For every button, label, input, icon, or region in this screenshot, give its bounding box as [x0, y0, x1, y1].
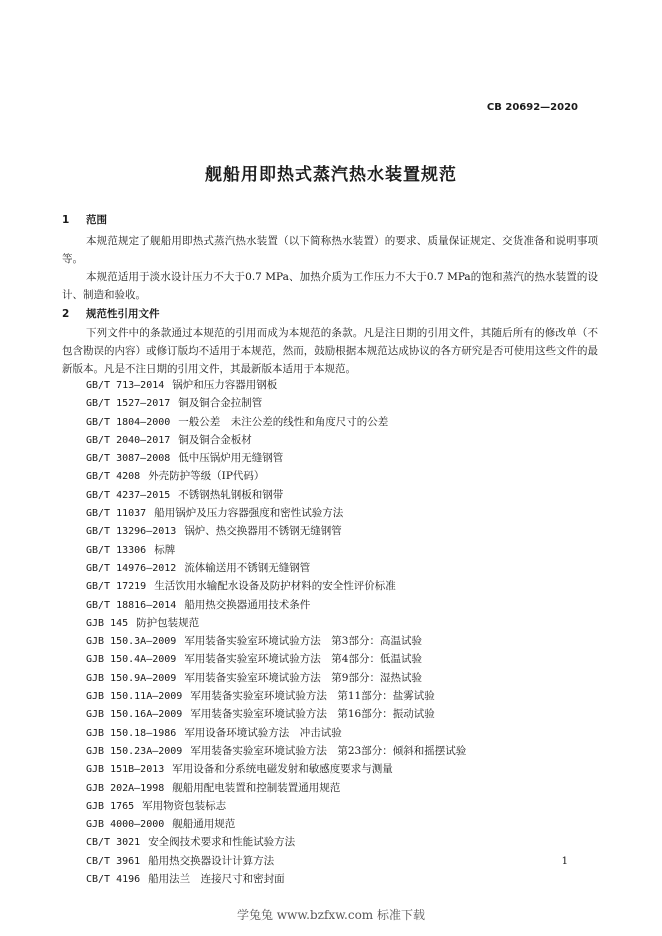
reference-title: 船用热交换器设计计算方法 [148, 854, 275, 867]
reference-code: CB/T 3961 [86, 855, 141, 867]
reference-code: GB/T 17219 [86, 581, 147, 593]
reference-title: 流体输送用不锈钢无缝钢管 [184, 561, 311, 574]
scope-paragraph-1: 本规范规定了舰船用即热式蒸汽热水装置（以下简称热水装置）的要求、质量保证规定、交货准备和说明事项等。 [62, 235, 598, 265]
reference-code: GJB 202A—1998 [86, 782, 165, 794]
reference-item [86, 522, 466, 540]
reference-code: GB/T 13296—2013 [86, 526, 177, 538]
footer-watermark: 学兔兔 www.bzfxw.com 标准下载 [236, 908, 426, 922]
reference-title: 船用法兰 连接尺寸和密封面 [148, 873, 285, 886]
reference-item [86, 577, 466, 595]
reference-item [86, 724, 466, 742]
reference-item [86, 413, 466, 431]
reference-title: 锅炉和压力容器用钢板 [172, 379, 278, 391]
reference-title: 军用装备实验室环境试验方法 第4部分：低温试验 [184, 653, 422, 666]
reference-title: 铜及铜合金拉制管 [178, 397, 263, 410]
reference-title: 低中压锅炉用无缝钢管 [178, 452, 284, 465]
reference-code: GB/T 4208 [86, 471, 141, 483]
reference-code: GB/T 2040—2017 [86, 434, 171, 446]
reference-item [86, 779, 466, 797]
reference-code: GJB 1765 [86, 800, 135, 812]
reference-title: 舰船通用规范 [172, 818, 236, 831]
reference-code: GB/T 4237—2015 [86, 489, 171, 501]
reference-item [86, 760, 466, 778]
reference-list [86, 376, 466, 888]
reference-item [86, 467, 466, 485]
reference-title: 锅炉、热交换器用不锈钢无缝钢管 [184, 525, 342, 538]
reference-title: 军用设备环境试验方法 冲击试验 [184, 726, 342, 739]
reference-title: 外壳防护等级（IP代码） [148, 470, 265, 483]
reference-title: 军用装备实验室环境试验方法 第16部分：振动试验 [190, 708, 435, 721]
reference-item [86, 632, 466, 650]
reference-item [86, 614, 466, 632]
reference-item [86, 833, 466, 851]
reference-item [86, 559, 466, 577]
reference-title: 防护包装规范 [136, 616, 200, 629]
reference-item [86, 650, 466, 668]
reference-code: GJB 150.3A—2009 [86, 636, 177, 648]
reference-title: 铜及铜合金板材 [178, 433, 252, 446]
document-title: 舰船用即热式蒸汽热水装置规范 [205, 165, 457, 185]
reference-item [86, 742, 466, 760]
reference-code: GB/T 11037 [86, 508, 147, 520]
reference-item [86, 486, 466, 504]
reference-code: GJB 145 [86, 617, 129, 629]
reference-code: GJB 150.11A—2009 [86, 691, 183, 703]
reference-item [86, 449, 466, 467]
reference-item [86, 870, 466, 888]
reference-code: GB/T 13306 [86, 544, 147, 556]
reference-code: GJB 150.4A—2009 [86, 654, 177, 666]
reference-code: GB/T 713—2014 [86, 380, 165, 391]
reference-code: GJB 151B—2013 [86, 764, 165, 776]
section-number: 2 [62, 308, 70, 320]
section-title: 规范性引用文件 [86, 308, 160, 320]
reference-title: 军用装备实验室环境试验方法 第23部分：倾斜和摇摆试验 [190, 744, 467, 757]
reference-title: 标牌 [154, 543, 176, 556]
reference-item [86, 431, 466, 449]
reference-title: 安全阀技术要求和性能试验方法 [148, 836, 296, 849]
standard-code: CB 20692—2020 [486, 102, 578, 113]
reference-item [86, 705, 466, 723]
reference-title: 生活饮用水输配水设备及防护材料的安全性评价标准 [154, 580, 396, 593]
reference-code: GJB 4000—2000 [86, 819, 165, 831]
page-number: 1 [561, 856, 568, 867]
reference-title: 军用装备实验室环境试验方法 第3部分：高温试验 [184, 635, 422, 648]
reference-item [86, 376, 466, 394]
reference-title: 不锈钢热轧钢板和钢带 [178, 488, 284, 501]
reference-title: 军用装备实验室环境试验方法 第9部分：湿热试验 [184, 671, 422, 684]
section-number: 1 [62, 214, 70, 226]
reference-item [86, 394, 466, 412]
reference-code: GB/T 3087—2008 [86, 453, 171, 465]
reference-code: GJB 150.9A—2009 [86, 672, 177, 684]
reference-item [86, 852, 466, 870]
section-heading-scope [62, 212, 107, 227]
section-heading-normative-references [62, 306, 160, 321]
reference-title: 船用锅炉及压力容器强度和密性试验方法 [154, 507, 344, 520]
reference-item [86, 541, 466, 559]
reference-code: GJB 150.23A—2009 [86, 745, 183, 757]
section-title: 范围 [86, 214, 107, 226]
reference-item [86, 687, 466, 705]
reference-title: 军用设备和分系统电磁发射和敏感度要求与测量 [172, 763, 393, 776]
reference-code: GB/T 18816—2014 [86, 599, 177, 611]
reference-code: GB/T 1804—2000 [86, 416, 171, 428]
reference-code: GB/T 1527—2017 [86, 398, 171, 410]
reference-title: 舰船用配电装置和控制装置通用规范 [172, 781, 341, 794]
reference-title: 船用热交换器通用技术条件 [184, 598, 311, 611]
reference-code: GB/T 14976—2012 [86, 562, 177, 574]
reference-code: CB/T 3021 [86, 837, 141, 849]
reference-item [86, 815, 466, 833]
reference-code: GJB 150.16A—2009 [86, 709, 183, 721]
scope-paragraph-2: 本规范适用于淡水设计压力不大于0.7 MPa、加热介质为工作压力不大于0.7 MPa的饱和蒸汽的热水装置的设计、制造和验收。 [62, 271, 598, 301]
reference-item [86, 504, 466, 522]
reference-title: 一般公差 未注公差的线性和角度尺寸的公差 [178, 415, 389, 428]
reference-title: 军用装备实验室环境试验方法 第11部分：盐雾试验 [190, 690, 435, 703]
reference-item [86, 596, 466, 614]
reference-item [86, 669, 466, 687]
reference-item [86, 797, 466, 815]
references-intro-paragraph: 下列文件中的条款通过本规范的引用而成为本规范的条款。凡是注日期的引用文件，其随后所有的修改单（不包含勘误的内容）或修订版均不适用于本规范，然而，鼓励根据本规范达成协议的各方研究是否可使用这些文件的最新版本。凡是不注日期的引用文件，其最新版本适用于本规范。 [62, 327, 598, 375]
reference-code: GJB 150.18—1986 [86, 727, 177, 739]
reference-code: CB/T 4196 [86, 874, 141, 886]
reference-title: 军用物资包装标志 [142, 799, 227, 812]
